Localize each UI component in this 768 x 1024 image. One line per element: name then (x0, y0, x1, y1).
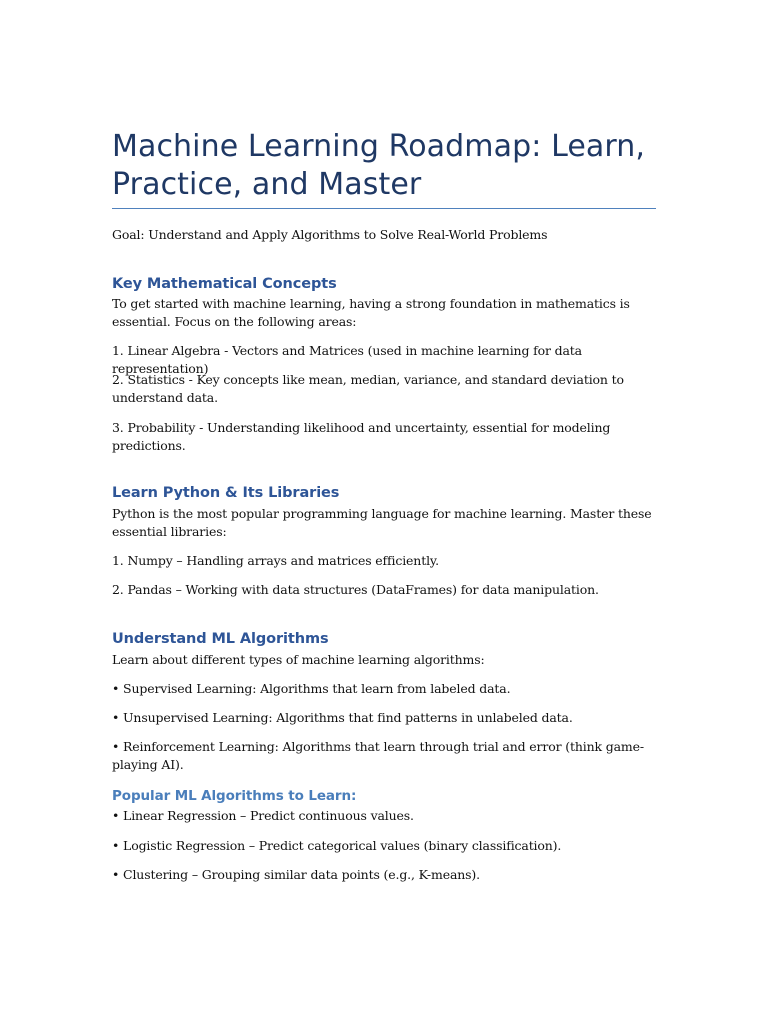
goal-statement: Goal: Understand and Apply Algorithms to Solve Real-World Problems (112, 227, 548, 242)
list-item-unsupervised: • Unsupervised Learning: Algorithms that find patterns in unlabeled data. (112, 710, 573, 725)
list-item-statistics: 2. Statistics - Key concepts like mean, median, variance, and standard deviation to understand data. (112, 372, 624, 405)
list-item-clustering: • Clustering – Grouping similar data points (e.g., K-means). (112, 867, 480, 882)
list-item-supervised: • Supervised Learning: Algorithms that learn from labeled data. (112, 681, 511, 696)
section-heading-math: Key Mathematical Concepts (112, 276, 337, 292)
list-item-logistic-regression: • Logistic Regression – Predict categorical values (binary classification). (112, 838, 562, 853)
list-item-numpy: 1. Numpy – Handling arrays and matrices efficiently. (112, 553, 439, 568)
list-item-reinforcement: • Reinforcement Learning: Algorithms that learn through trial and error (think game-playing AI). (112, 739, 644, 772)
list-item-pandas: 2. Pandas – Working with data structures (DataFrames) for data manipulation. (112, 582, 599, 597)
section-intro-math: To get started with machine learning, having a strong foundation in mathematics is essential. Focus on the following areas: (112, 296, 630, 329)
document-title: Machine Learning Roadmap: Learn, Practice, and Master (112, 129, 646, 202)
subsection-heading-popular: Popular ML Algorithms to Learn: (112, 788, 357, 804)
section-heading-python: Learn Python & Its Libraries (112, 485, 340, 501)
title-divider (112, 208, 656, 209)
list-item-linear-regression: • Linear Regression – Predict continuous values. (112, 808, 414, 823)
section-intro-algorithms: Learn about different types of machine learning algorithms: (112, 652, 485, 667)
section-intro-python: Python is the most popular programming language for machine learning. Master these essential libraries: (112, 506, 652, 539)
list-item-linear-algebra: 1. Linear Algebra - Vectors and Matrices (used in machine learning for data representation) (112, 343, 582, 376)
section-heading-algorithms: Understand ML Algorithms (112, 631, 329, 647)
list-item-probability: 3. Probability - Understanding likelihood and uncertainty, essential for modeling predictions. (112, 420, 611, 453)
